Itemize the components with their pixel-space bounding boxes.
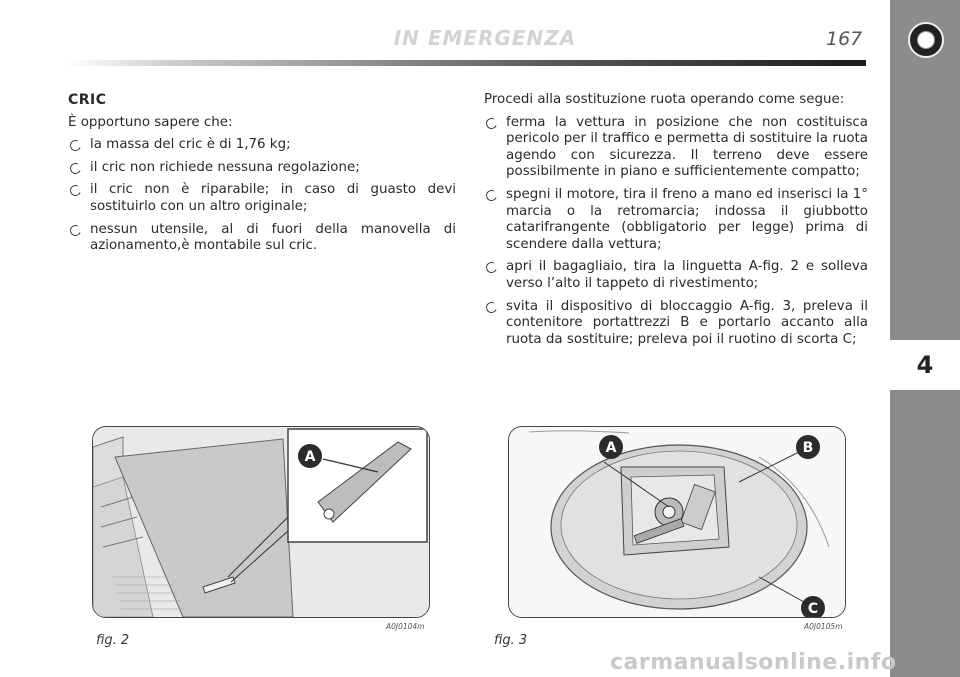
figure-caption: fig. 3 [494, 633, 528, 648]
header-rule [66, 60, 866, 66]
bullet-list [484, 115, 868, 349]
figure-code: A0J0104m [386, 622, 425, 631]
figure-caption: fig. 2 [96, 633, 130, 648]
intro-text: Procedi alla sostituzione ruota operando come segue: [484, 92, 845, 107]
callout-label-b: B [802, 440, 814, 456]
list-item: il cric non richiede nessuna regolazione; [68, 160, 456, 177]
trunk-illustration [93, 427, 429, 617]
callout-label-c: C [807, 601, 819, 617]
list-item: nessun utensile, al di fuori della manovella di azionamento,è montabile sul cric. [68, 222, 456, 255]
callout-label-a: A [304, 449, 316, 465]
section-heading: CRIC [68, 92, 107, 108]
list-item: la massa del cric è di 1,76 kg; [68, 137, 456, 154]
list-item: svita il dispositivo di bloccaggio A-fig. 3, preleva il contenitore portattrezzi B e portarlo accanto alla ruota da sostituire; preleva poi il ruotino di scorta C; [484, 299, 868, 349]
bullet-list [68, 137, 456, 255]
section-title: IN EMERGENZA [393, 26, 577, 50]
brand-logo-icon [908, 22, 944, 58]
page-number: 167 [826, 28, 863, 50]
list-item: apri il bagagliaio, tira la linguetta A-fig. 2 e solleva verso l’alto il tappeto di rivestimento; [484, 259, 868, 292]
footer-watermark: carmanualsonline.info [610, 650, 897, 675]
list-item: spegni il motore, tira il freno a mano ed inserisci la 1° marcia o la retromarcia; indossa il giubbotto catarifrangente (obbligatorio per legge) prima di scendere dalla vettura; [484, 187, 868, 253]
chapter-side-tab [890, 0, 960, 677]
figure-2 [92, 426, 430, 618]
figure-3 [508, 426, 846, 618]
spare-wheel-illustration [509, 427, 845, 617]
callout-label-a: A [605, 440, 617, 456]
list-item: ferma la vettura in posizione che non costituisca pericolo per il traffico e permetta di sostituire la ruota agendo con sicurezza. Il terreno deve essere possibilmente in piano e sufficientemente compatto; [484, 115, 868, 181]
figure-code: A0J0105m [804, 622, 843, 631]
right-column [484, 92, 868, 354]
left-column [68, 92, 456, 261]
intro-text: È opportuno sapere che: [68, 114, 233, 130]
list-item: il cric non è riparabile; in caso di guasto devi sostituirlo con un altro originale; [68, 182, 456, 215]
chapter-number: 4 [890, 340, 960, 390]
